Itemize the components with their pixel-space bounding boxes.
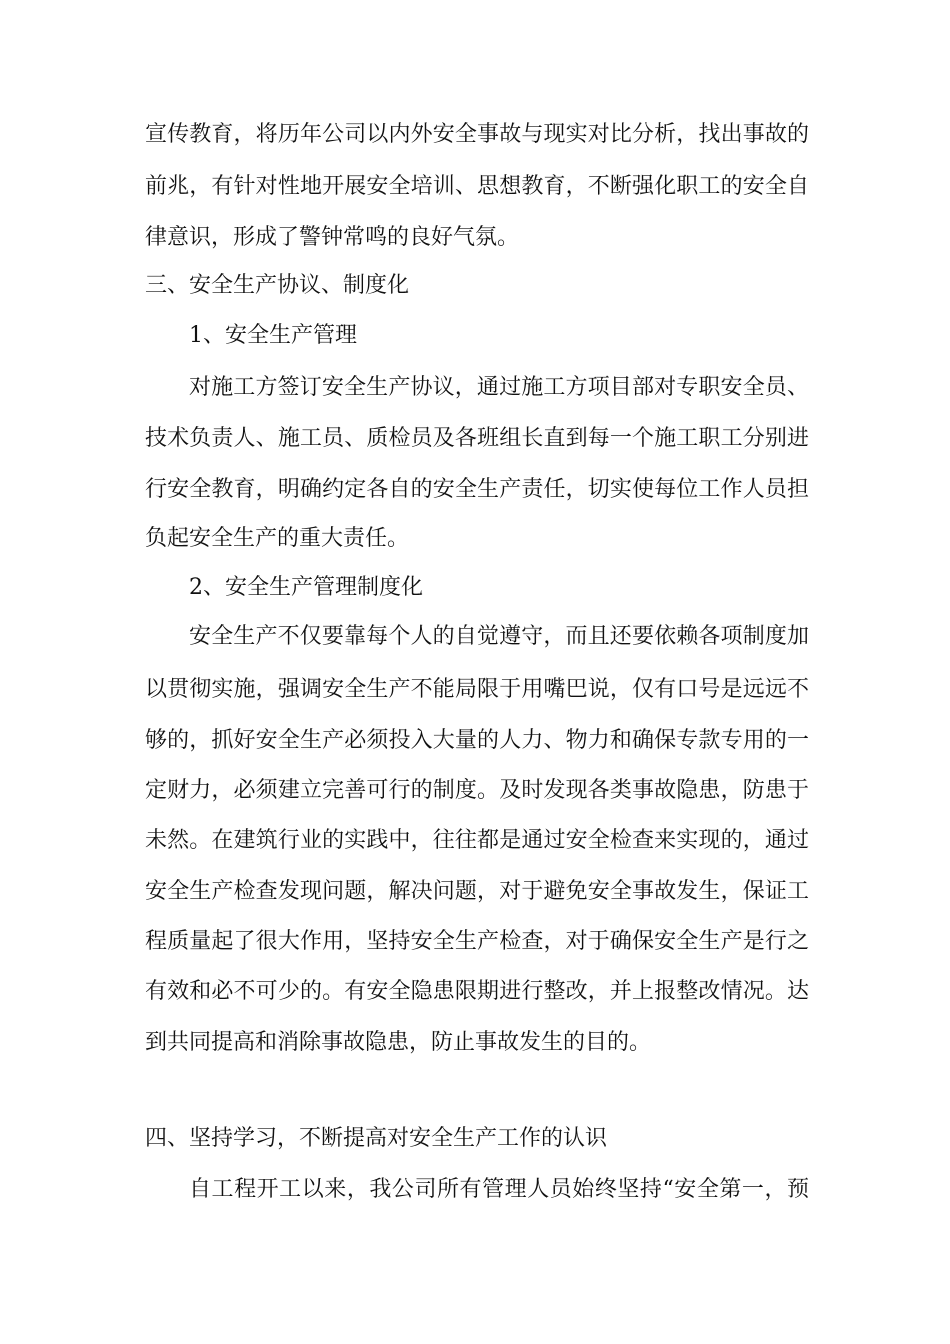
section-heading: 四、坚持学习，不断提高对安全生产工作的认识 (145, 1126, 608, 1151)
paragraph-line: 自工程开工以来，我公司所有管理人员始终坚持“安全第一，预 (189, 1177, 809, 1202)
paragraph-line: 负起安全生产的重大责任。 (145, 526, 410, 551)
paragraph-line: 宣传教育，将历年公司以内外安全事故与现实对比分析，找出事故的 (145, 122, 809, 147)
section-heading: 三、安全生产协议、制度化 (145, 273, 410, 298)
paragraph-line: 前兆，有针对性地开展安全培训、思想教育，不断强化职工的安全自 (145, 174, 809, 199)
paragraph-line: 以贯彻实施，强调安全生产不能局限于用嘴巴说，仅有口号是远远不 (145, 677, 809, 702)
paragraph-line: 够的，抓好安全生产必须投入大量的人力、物力和确保专款专用的一 (145, 728, 809, 753)
paragraph-line: 律意识，形成了警钟常鸣的良好气氛。 (145, 225, 520, 250)
paragraph-line: 对施工方签订安全生产协议，通过施工方项目部对专职安全员、 (189, 375, 809, 400)
paragraph-line: 定财力，必须建立完善可行的制度。及时发现各类事故隐患，防患于 (145, 778, 809, 803)
paragraph-line: 到共同提高和消除事故隐患，防止事故发生的目的。 (145, 1030, 652, 1055)
paragraph-line: 有效和必不可少的。有安全隐患限期进行整改，并上报整改情况。达 (145, 979, 809, 1004)
paragraph-line: 程质量起了很大作用，坚持安全生产检查，对于确保安全生产是行之 (145, 929, 809, 954)
paragraph-line: 行安全教育，明确约定各自的安全生产责任，切实使每位工作人员担 (145, 477, 809, 502)
paragraph-line: 技术负责人、施工员、质检员及各班组长直到每一个施工职工分别进 (145, 426, 809, 451)
subsection-heading: 2、安全生产管理制度化 (189, 575, 423, 600)
paragraph-line: 安全生产检查发现问题，解决问题，对于避免安全事故发生，保证工 (145, 879, 809, 904)
paragraph-line: 未然。在建筑行业的实践中，往往都是通过安全检查来实现的，通过 (145, 828, 809, 853)
paragraph-line: 安全生产不仅要靠每个人的自觉遵守，而且还要依赖各项制度加 (189, 624, 809, 649)
subsection-heading: 1、安全生产管理 (189, 323, 357, 348)
